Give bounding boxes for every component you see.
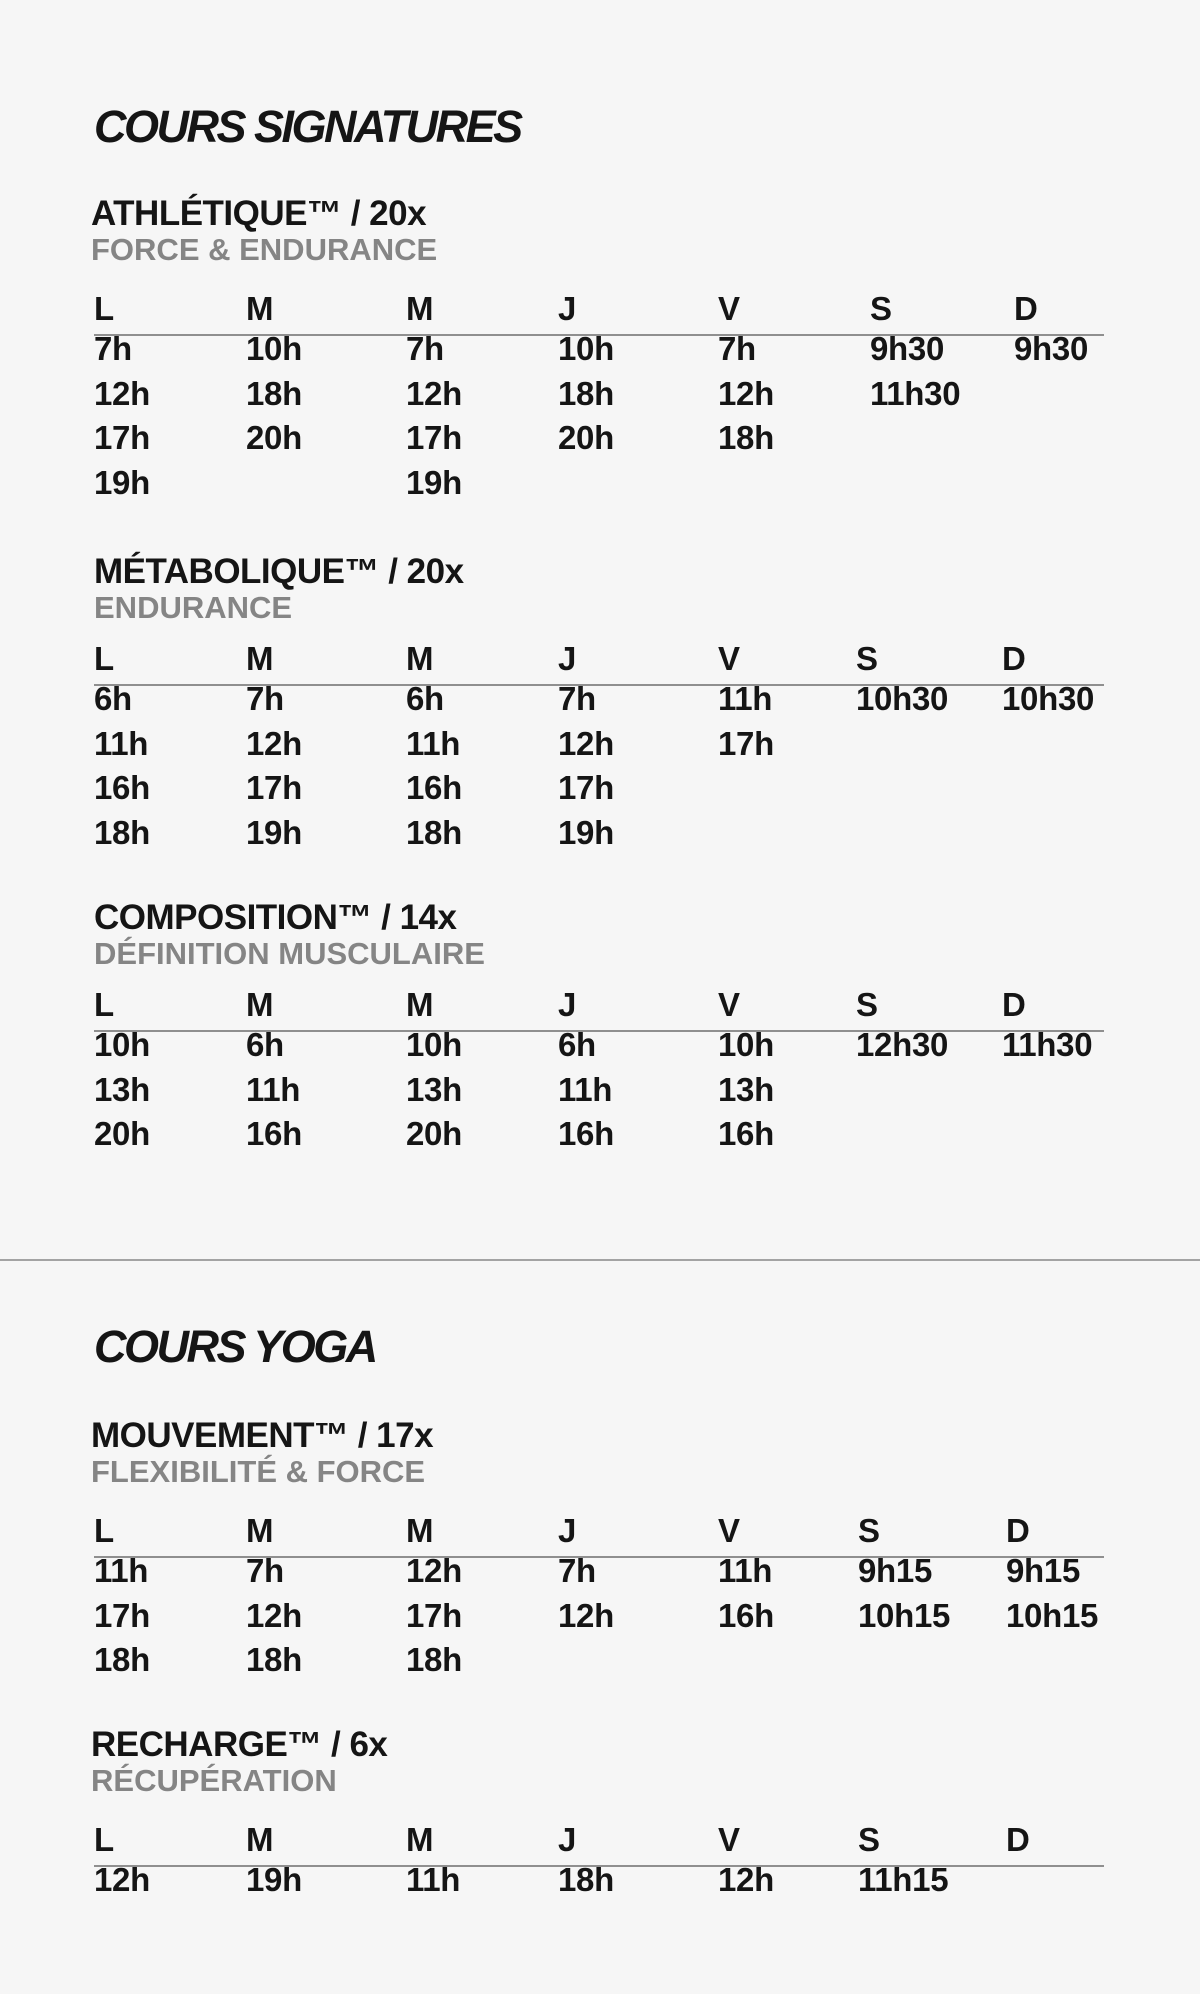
day-column <box>1002 642 1094 727</box>
class-time: 10h <box>246 330 302 367</box>
class-name: MÉTABOLIQUE™ / 20x <box>94 552 464 591</box>
day-column <box>406 1823 460 1908</box>
day-label: M <box>246 290 274 327</box>
class-time: 12h <box>406 374 462 412</box>
class-time: 19h <box>406 463 462 501</box>
class-time: 10h30 <box>1002 680 1095 717</box>
day-column <box>246 1514 302 1688</box>
class-time: 10h15 <box>1006 1596 1099 1634</box>
day-label: D <box>1002 640 1026 677</box>
class-time: 10h30 <box>856 680 949 717</box>
day-label: M <box>406 640 434 677</box>
class-time: 17h <box>246 769 302 807</box>
class-time: 9h15 <box>858 1552 933 1589</box>
class-time: 20h <box>94 1115 150 1153</box>
class-time: 10h <box>558 330 614 367</box>
day-label: V <box>718 1512 741 1549</box>
day-label: V <box>718 1821 741 1858</box>
day-column <box>856 988 948 1073</box>
class-time: 11h <box>558 1070 613 1108</box>
class-time: 12h <box>406 1552 462 1589</box>
day-column <box>1006 1823 1030 1863</box>
class-time: 18h <box>406 813 462 851</box>
day-column <box>558 292 614 466</box>
class-time: 16h <box>246 1115 302 1153</box>
day-label: M <box>406 290 434 327</box>
class-time: 13h <box>94 1070 150 1108</box>
class-time: 10h15 <box>858 1596 951 1634</box>
class-time: 16h <box>718 1115 774 1153</box>
day-column <box>94 1514 150 1688</box>
class-name: RECHARGE™ / 6x <box>91 1725 388 1764</box>
class-time: 12h <box>246 1596 302 1634</box>
day-column <box>406 988 462 1162</box>
class-subtitle: DÉFINITION MUSCULAIRE <box>94 936 485 971</box>
class-time: 18h <box>406 1641 462 1679</box>
class-time: 16h <box>406 769 462 807</box>
day-label: M <box>246 1821 274 1858</box>
class-time: 12h30 <box>856 1026 949 1063</box>
class-time: 19h <box>94 463 150 501</box>
class-time: 19h <box>246 813 302 851</box>
class-time: 7h <box>558 1552 596 1589</box>
class-time: 17h <box>718 724 774 762</box>
day-column <box>558 1823 614 1908</box>
day-label: J <box>558 290 577 327</box>
day-column <box>1002 988 1092 1073</box>
day-column <box>558 988 614 1162</box>
day-label: M <box>406 1821 434 1858</box>
day-column <box>246 1823 302 1908</box>
day-label: M <box>246 1512 274 1549</box>
day-column <box>94 642 150 860</box>
day-label: V <box>718 290 741 327</box>
class-time: 12h <box>246 724 302 762</box>
day-label: J <box>558 1512 577 1549</box>
day-label: L <box>94 1512 115 1549</box>
day-label: V <box>718 986 741 1023</box>
class-time: 10h <box>94 1026 150 1063</box>
class-subtitle: FORCE & ENDURANCE <box>91 232 438 267</box>
class-time: 10h <box>406 1026 462 1063</box>
class-time: 17h <box>406 1596 462 1634</box>
day-label: L <box>94 290 115 327</box>
day-label: J <box>558 640 577 677</box>
class-subtitle: ENDURANCE <box>94 590 293 625</box>
day-label: S <box>856 986 879 1023</box>
class-time: 11h <box>406 724 461 762</box>
class-time: 18h <box>246 1641 302 1679</box>
class-time: 17h <box>558 769 614 807</box>
class-time: 9h30 <box>870 330 945 367</box>
class-time: 6h <box>406 680 444 717</box>
day-column <box>406 292 462 510</box>
day-column <box>246 988 302 1162</box>
day-label: M <box>406 986 434 1023</box>
class-time: 6h <box>558 1026 596 1063</box>
section-title-signatures: COURS SIGNATURES <box>94 101 521 152</box>
class-time: 11h30 <box>870 374 961 412</box>
day-column <box>94 988 150 1162</box>
class-time: 13h <box>406 1070 462 1108</box>
day-column <box>718 292 774 466</box>
day-label: L <box>94 986 115 1023</box>
class-time: 19h <box>246 1861 302 1898</box>
day-label: S <box>858 1512 881 1549</box>
class-time: 20h <box>406 1115 462 1153</box>
class-time: 18h <box>246 374 302 412</box>
class-time: 12h <box>94 374 150 412</box>
day-label: S <box>856 640 879 677</box>
class-subtitle: RÉCUPÉRATION <box>91 1763 337 1798</box>
class-time: 7h <box>94 330 132 367</box>
class-time: 17h <box>94 419 150 457</box>
day-column <box>406 1514 462 1688</box>
day-label: D <box>1006 1512 1030 1549</box>
day-column <box>870 292 960 421</box>
class-time: 12h <box>718 1861 774 1898</box>
day-label: J <box>558 1821 577 1858</box>
class-time: 6h <box>246 1026 284 1063</box>
class-time: 11h <box>718 680 773 717</box>
day-column <box>718 1514 774 1643</box>
class-time: 18h <box>558 374 614 412</box>
day-column <box>718 642 774 771</box>
class-time: 7h <box>558 680 596 717</box>
day-column <box>246 292 302 466</box>
class-time: 18h <box>94 1641 150 1679</box>
class-time: 18h <box>94 813 150 851</box>
class-time: 18h <box>718 419 774 457</box>
class-time: 11h <box>718 1552 773 1589</box>
class-time: 11h30 <box>1002 1026 1093 1063</box>
day-column <box>1014 292 1088 377</box>
day-column <box>558 1514 614 1643</box>
day-label: S <box>858 1821 881 1858</box>
class-time: 12h <box>558 1596 614 1634</box>
day-label: L <box>94 1821 115 1858</box>
day-label: D <box>1014 290 1038 327</box>
class-time: 11h <box>406 1861 461 1898</box>
class-time: 19h <box>558 813 614 851</box>
class-time: 11h <box>94 724 149 762</box>
class-time: 11h <box>94 1552 149 1589</box>
day-column <box>406 642 462 860</box>
class-time: 12h <box>718 374 774 412</box>
class-time: 13h <box>718 1070 774 1108</box>
day-label: M <box>246 640 274 677</box>
class-subtitle: FLEXIBILITÉ & FORCE <box>91 1454 426 1489</box>
day-label: M <box>246 986 274 1023</box>
class-time: 7h <box>246 680 284 717</box>
day-label: J <box>558 986 577 1023</box>
class-time: 16h <box>94 769 150 807</box>
class-time: 7h <box>246 1552 284 1589</box>
day-column <box>858 1514 950 1643</box>
day-column <box>94 292 150 510</box>
class-time: 10h <box>718 1026 774 1063</box>
day-label: S <box>870 290 893 327</box>
day-column <box>94 1823 150 1908</box>
day-column <box>558 642 614 860</box>
class-time: 17h <box>94 1596 150 1634</box>
class-time: 20h <box>246 419 302 457</box>
class-time: 9h30 <box>1014 330 1089 367</box>
day-label: M <box>406 1512 434 1549</box>
day-column <box>1006 1514 1098 1643</box>
class-name: COMPOSITION™ / 14x <box>94 898 457 937</box>
day-column <box>858 1823 948 1908</box>
class-time: 11h <box>246 1070 301 1108</box>
class-time: 9h15 <box>1006 1552 1081 1589</box>
class-time: 16h <box>718 1596 774 1634</box>
class-time: 16h <box>558 1115 614 1153</box>
section-divider <box>0 1259 1200 1261</box>
day-label: V <box>718 640 741 677</box>
class-time: 7h <box>406 330 444 367</box>
day-column <box>718 988 774 1162</box>
class-time: 7h <box>718 330 756 367</box>
section-title-yoga: COURS YOGA <box>94 1321 376 1372</box>
class-time: 18h <box>558 1861 614 1898</box>
class-time: 12h <box>558 724 614 762</box>
day-column <box>718 1823 774 1908</box>
class-time: 17h <box>406 419 462 457</box>
day-column <box>246 642 302 860</box>
class-time: 6h <box>94 680 132 717</box>
class-name: MOUVEMENT™ / 17x <box>91 1416 434 1455</box>
class-name: ATHLÉTIQUE™ / 20x <box>91 194 427 233</box>
class-time: 11h15 <box>858 1861 949 1898</box>
class-time: 20h <box>558 419 614 457</box>
day-label: D <box>1006 1821 1030 1858</box>
day-column <box>856 642 948 727</box>
day-label: D <box>1002 986 1026 1023</box>
day-label: L <box>94 640 115 677</box>
class-time: 12h <box>94 1861 150 1898</box>
